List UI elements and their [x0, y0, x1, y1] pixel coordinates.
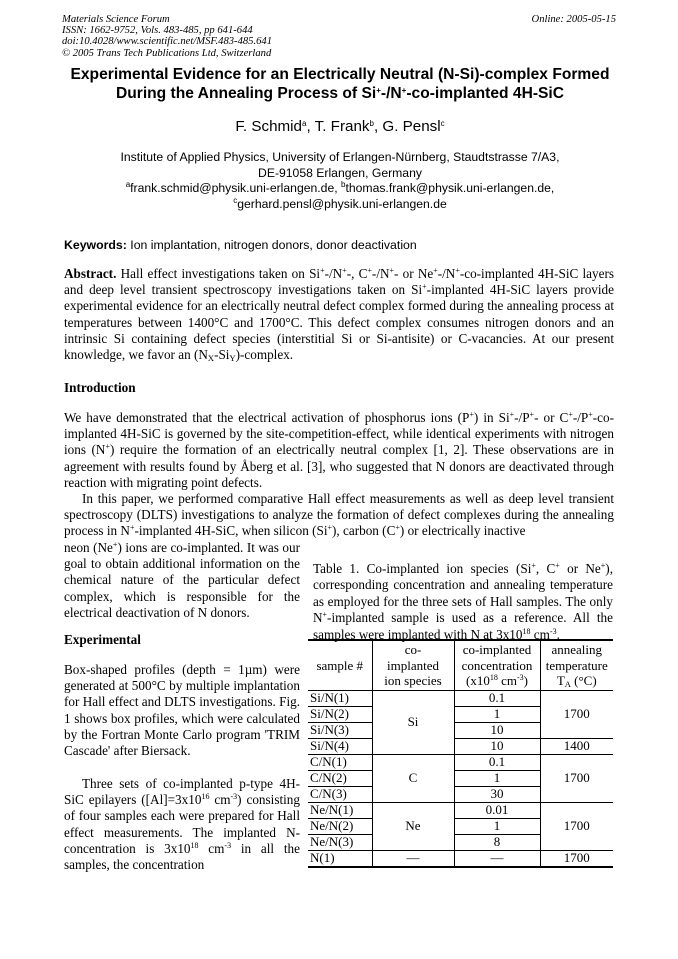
cell-sample: Ne/N(1): [308, 802, 372, 818]
abstract-text: Hall effect investigations taken on Si: [116, 266, 321, 281]
superscript: +: [401, 85, 407, 95]
header-text: ): [523, 673, 528, 689]
experimental-paragraph-1: Box-shaped profiles (depth = 1µm) were generated at 500°C by multiple implantation for Hall effect and DLTS investigations. Fig. 1 shows box profiles, which were calculated by the Fortran Monte Carlo program 'TRIM Cascade' after Biersack.: [64, 662, 300, 759]
table-caption: [313, 561, 613, 643]
introduction-paragraph-1: [64, 410, 614, 491]
cell-sample: Si/N(3): [308, 722, 372, 738]
table-row: [308, 850, 613, 867]
section-heading-experimental: Experimental: [64, 632, 141, 647]
caption-text: ), corresponding concentration and annealing temperature as employed for the three sets of Hall samples. The only N: [313, 561, 613, 626]
cell-species: C: [372, 754, 454, 802]
body-text: cm: [198, 840, 225, 856]
doi: doi:10.4028/www.scientific.net/MSF.483-485.641: [62, 36, 272, 48]
body-text: In this paper, we performed comparative Hall effect measurements as well as deep level transient spectroscopy (DLTS) investigations to analyze the formation of defect complexes during the annealing process in N: [64, 491, 614, 539]
body-text: cm: [209, 792, 231, 808]
keywords: [64, 238, 417, 252]
affiliation: [55, 150, 625, 212]
table-row: [308, 738, 613, 754]
issn: ISSN: 1662-9752, Vols. 483-485, pp 641-644: [62, 25, 253, 37]
body-text: -co-implanted 4H-SiC is governed by the site-competition-effect, while identical experiments with nitrogen ions (N: [64, 410, 614, 458]
header-text: co-implanted: [462, 642, 532, 657]
caption-text: or Ne: [559, 561, 601, 576]
paper-title: [55, 66, 625, 103]
caption-text: Table 1. Co-implanted ion species (Si: [313, 561, 532, 576]
header-concentration: [454, 640, 540, 690]
table-row: [308, 802, 613, 818]
email-line: [55, 197, 625, 213]
superscript: +: [389, 266, 395, 275]
subscript: A: [564, 679, 571, 690]
cell-concentration: 8: [454, 834, 540, 850]
superscript: -3: [516, 673, 524, 683]
abstract-text: )-complex.: [235, 347, 294, 363]
email-mark: a: [125, 180, 131, 190]
email-line: [55, 181, 625, 197]
copyright: © 2005 Trans Tech Publications Ltd, Switzerland: [62, 47, 272, 59]
superscript: +: [367, 266, 372, 275]
body-text: ) require the formation of an electrically neutral complex [1, 2]. These observations are in agreement with results found by Åberg et al. [3], who suggested that N donors are deactivated through reaction with migrating point defects.: [64, 442, 615, 490]
header-text: ion species: [384, 673, 442, 689]
cell-concentration: 0.1: [454, 754, 540, 770]
abstract-text: -/N: [324, 266, 343, 281]
superscript: +: [529, 410, 535, 419]
abstract-text: -Si: [214, 347, 230, 363]
cell-sample: Ne/N(3): [308, 834, 372, 850]
abstract-text: -, C: [346, 266, 368, 281]
superscript: 18: [190, 840, 199, 850]
cell-species: —: [372, 850, 454, 867]
abstract-label: Abstract.: [64, 266, 117, 281]
title-line-1: Experimental Evidence for an Electrically Neutral (N-Si)-complex Formed: [70, 66, 610, 83]
body-text: neon (Ne: [64, 540, 113, 555]
table-row: [308, 690, 613, 706]
superscript: -3: [549, 626, 557, 636]
body-text: ) ions are co-implanted. It was our goal to obtain additional information on the chemical nature of the particular defect complex, which is responsible for the electrical deactivation of N donors.: [64, 540, 300, 620]
cell-sample: Si/N(4): [308, 738, 372, 754]
cell-concentration: 0.01: [454, 802, 540, 818]
header-text: implanted: [387, 657, 439, 673]
subscript: Y: [229, 353, 236, 364]
experimental-paragraph-2: [64, 776, 300, 873]
cell-concentration: 1: [454, 770, 540, 786]
body-text: in all the samples, the concentration: [64, 840, 300, 873]
title-text: During the Annealing Process of Si: [115, 84, 377, 102]
email-mark: b: [341, 180, 346, 190]
header-text: annealing: [551, 642, 603, 657]
superscript: +: [588, 410, 593, 419]
cell-species: Si: [372, 690, 454, 754]
superscript: +: [129, 523, 135, 533]
separator: ,: [373, 118, 383, 135]
cell-temperature: 1700: [540, 802, 613, 850]
body-text: ), carbon (C: [332, 523, 396, 539]
keywords-text: Ion implantation, nitrogen donors, donor deactivation: [126, 238, 417, 252]
header-text: T: [556, 673, 565, 689]
superscript: +: [376, 85, 381, 95]
body-text: ) or electrically inactive: [399, 523, 526, 539]
online-date: Online: 2005-05-15: [531, 14, 616, 25]
body-text: We have demonstrated that the electrical activation of phosphorus ions (P: [64, 410, 470, 425]
superscript: -3: [224, 840, 232, 850]
cell-temperature: 1700: [540, 754, 613, 802]
abstract-text: - or Ne: [394, 266, 434, 281]
affiliation-line-1: Institute of Applied Physics, University of Erlangen-Nürnberg, Staudtstrasse 7/A3,: [120, 150, 560, 164]
header-text: concentration: [461, 657, 533, 673]
header-temperature: [540, 640, 613, 690]
body-text: -implanted 4H-SiC, when silicon (Si: [134, 523, 328, 539]
superscript: +: [433, 266, 438, 275]
affiliation-line-2: DE-91058 Erlangen, Germany: [258, 165, 422, 180]
implantation-table: [308, 639, 613, 868]
cell-species: Ne: [372, 802, 454, 850]
body-text: - or C: [534, 410, 569, 425]
superscript: +: [112, 540, 118, 549]
author-name: T. Frank: [314, 118, 370, 135]
superscript: +: [568, 410, 573, 419]
cell-concentration: 10: [454, 738, 540, 754]
author-mark: b: [369, 119, 374, 128]
email-mark: c: [233, 195, 238, 205]
subscript: X: [207, 353, 215, 364]
superscript: +: [600, 561, 606, 570]
email-link[interactable]: frank.schmid@physik.uni-erlangen.de,: [130, 181, 338, 196]
cell-sample: N(1): [308, 850, 372, 867]
superscript: +: [105, 442, 110, 452]
superscript: +: [395, 523, 400, 533]
superscript: +: [455, 266, 460, 275]
cell-sample: C/N(2): [308, 770, 372, 786]
cell-sample: C/N(1): [308, 754, 372, 770]
cell-temperature: 1700: [540, 690, 613, 738]
introduction-paragraph-2: [64, 491, 614, 540]
table-header-row: [308, 640, 613, 690]
caption-text: .: [556, 626, 560, 642]
cell-sample: Ne/N(2): [308, 818, 372, 834]
title-text: -/N: [380, 84, 402, 102]
superscript: +: [469, 410, 474, 419]
separator: ,: [306, 118, 315, 135]
title-line-2: [55, 85, 625, 104]
superscript: 18: [489, 673, 498, 683]
journal-name: Materials Science Forum: [62, 14, 170, 25]
cell-concentration: 30: [454, 786, 540, 802]
cell-temperature: 1700: [540, 850, 613, 867]
title-text: -co-implanted 4H-SiC: [406, 84, 565, 102]
author-mark: c: [440, 119, 445, 128]
author-mark: a: [302, 119, 307, 128]
cell-concentration: 1: [454, 818, 540, 834]
superscript: +: [555, 561, 560, 570]
body-text: -/P: [514, 410, 530, 425]
superscript: +: [327, 523, 333, 533]
abstract-text: -co-implanted 4H-SiC layers and deep level transient spectroscopy investigations taken on Si: [64, 266, 614, 298]
abstract-text: -/N: [371, 266, 390, 281]
header-text: co-: [404, 642, 422, 657]
superscript: +: [342, 266, 347, 275]
body-text: Three sets of co-implanted p-type 4H-SiC epilayers ([Al]=3x10: [64, 776, 300, 808]
header-text: temperature: [545, 657, 608, 673]
email-link[interactable]: gerhard.pensl@physik.uni-erlangen.de: [237, 196, 447, 211]
header-text: cm: [497, 673, 517, 689]
superscript: +: [320, 266, 325, 275]
header-text: (°C): [570, 673, 597, 689]
superscript: +: [322, 610, 328, 620]
body-text: -/P: [572, 410, 589, 425]
superscript: +: [531, 561, 536, 570]
authors: [55, 118, 625, 135]
cell-concentration: 1: [454, 706, 540, 722]
abstract-text: -implanted 4H-SiC layers provide experimental evidence for an electrically neutral defect complex formed during the annealing process at temperatures between 1400°C and 1700°C. This defect complex consumes nitrogen donors and an intrinsic Si containing defect species (interstitial Si or Si-antisite) or C-vacancies. At our present knowledge, we favor an (N: [64, 282, 614, 363]
header-sample: sample #: [316, 657, 364, 673]
superscript: +: [509, 410, 515, 419]
superscript: -3: [230, 792, 238, 802]
header-text: (x10: [466, 673, 490, 689]
caption-text: cm: [530, 626, 550, 642]
cell-concentration: 10: [454, 722, 540, 738]
email-link[interactable]: thomas.frank@physik.uni-erlangen.de,: [345, 181, 555, 196]
cell-concentration: 0.1: [454, 690, 540, 706]
section-heading-introduction: Introduction: [64, 380, 136, 395]
author-name: F. Schmid: [235, 118, 303, 135]
header-species: [372, 640, 454, 690]
abstract: [64, 266, 614, 363]
introduction-paragraph-2-continued: [64, 540, 300, 621]
keywords-label: Keywords:: [64, 238, 127, 252]
abstract-text: -/N: [437, 266, 456, 281]
superscript: 18: [522, 626, 531, 636]
author-name: G. Pensl: [382, 118, 441, 135]
cell-sample: C/N(3): [308, 786, 372, 802]
body-text: ) in Si: [473, 410, 510, 425]
table-row: [308, 754, 613, 770]
cell-concentration: —: [454, 850, 540, 867]
body-text: ) consisting of four samples each were prepared for Hall effect measurements. The implanted N-concentration is 3x10: [64, 792, 300, 856]
caption-text: , C: [535, 561, 556, 576]
journal-header: [62, 14, 616, 59]
caption-text: -implanted sample is used as a reference. All the samples were implanted with N at 3x10: [313, 610, 613, 642]
cell-sample: Si/N(2): [308, 706, 372, 722]
superscript: 16: [201, 792, 210, 802]
cell-sample: Si/N(1): [308, 690, 372, 706]
cell-temperature: 1400: [540, 738, 613, 754]
superscript: +: [422, 282, 427, 292]
